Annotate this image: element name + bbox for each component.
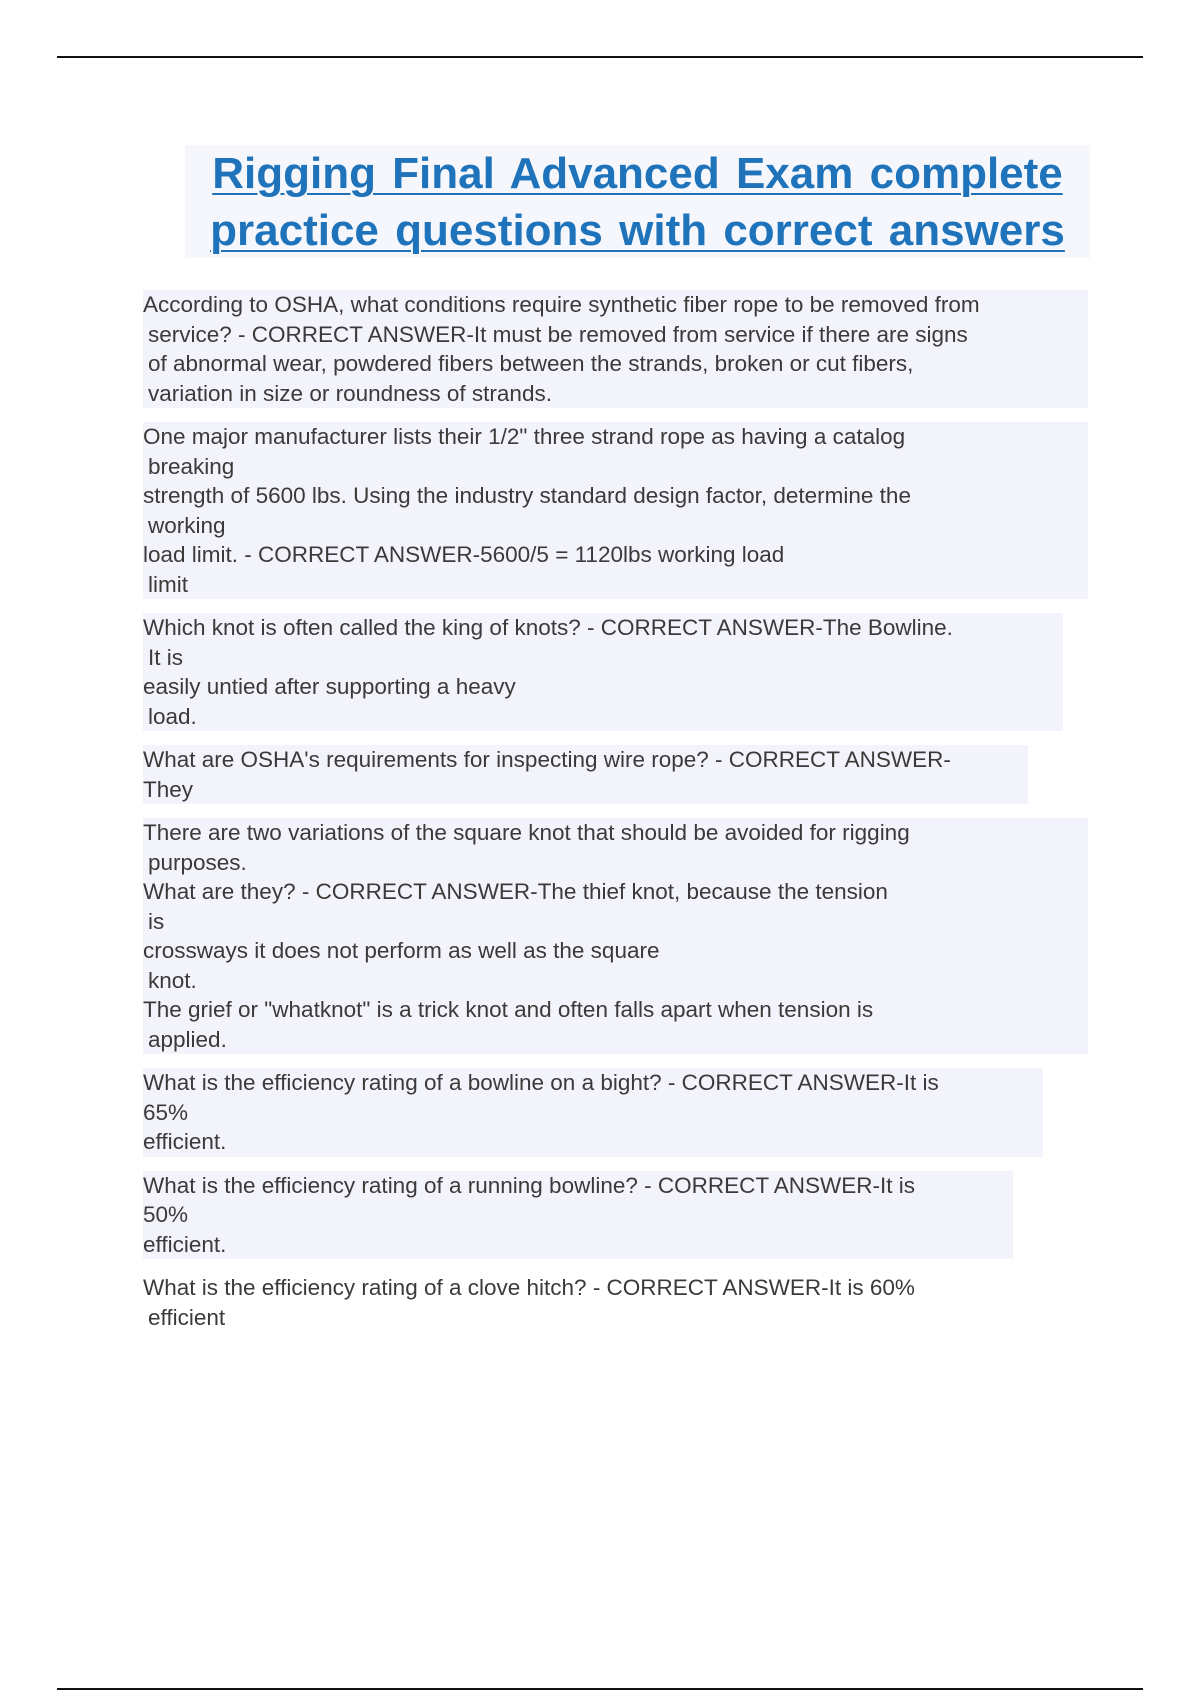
qa-list [143,290,1088,1346]
qa-line: limit [148,571,188,597]
qa-line: According to OSHA, what conditions require synthetic fiber rope to be removed from [143,292,980,317]
qa-line: One major manufacturer lists their 1/2" three strand rope as having a catalog [143,424,906,449]
qa-item [143,613,1063,731]
qa-line: strength of 5600 lbs. Using the industry standard design factor, determine the [143,483,911,508]
qa-line: There are two variations of the square knot that should be avoided for rigging [143,820,910,845]
qa-line: Which knot is often called the king of knots? - CORRECT ANSWER-The Bowline. [143,615,953,640]
qa-item [143,1068,1043,1157]
footer-rule [57,1688,1143,1690]
document-title[interactable]: Rigging Final Advanced Exam complete practice questions with correct answers [210,149,1065,255]
qa-line: 65% [143,1099,189,1125]
qa-line: of abnormal wear, powdered fibers between the strands, broken or cut fibers, [148,351,914,376]
qa-line: efficient. [143,1231,227,1257]
qa-item [143,290,1088,408]
qa-item [143,818,1088,1054]
qa-line: What is the efficiency rating of a clove hitch? - CORRECT ANSWER-It is 60% [143,1275,915,1300]
qa-line: easily untied after supporting a heavy [143,674,516,699]
qa-line: efficient. [143,1129,227,1154]
qa-line: It is [148,644,184,670]
qa-line: They [143,776,194,802]
qa-item [143,422,1088,599]
header-rule [57,56,1143,58]
qa-line: What is the efficiency rating of a running bowline? - CORRECT ANSWER-It is [143,1172,915,1198]
qa-item [143,1273,993,1332]
title-block [185,145,1090,258]
qa-line: load limit. - CORRECT ANSWER-5600/5 = 1120lbs working load [143,542,785,567]
qa-line: working [148,512,226,538]
qa-line: 50% [143,1202,189,1227]
qa-line: applied. [148,1026,227,1052]
qa-line: What is the efficiency rating of a bowline on a bight? - CORRECT ANSWER-It is [143,1070,939,1095]
qa-line: variation in size or roundness of strands. [148,380,552,406]
qa-line: breaking [148,453,235,479]
qa-line: What are they? - CORRECT ANSWER-The thief knot, because the tension [143,879,888,904]
qa-line: is [148,908,165,934]
qa-line: purposes. [148,849,247,875]
qa-line: What are OSHA's requirements for inspecting wire rope? - CORRECT ANSWER- [143,747,951,772]
qa-line: efficient [148,1304,226,1330]
qa-item [143,745,1028,804]
qa-item [143,1171,1013,1260]
qa-line: The grief or "whatknot" is a trick knot and often falls apart when tension is [143,997,874,1022]
qa-line: knot. [148,967,197,993]
qa-line: crossways it does not perform as well as the square [143,938,660,963]
qa-line: service? - CORRECT ANSWER-It must be removed from service if there are signs [148,321,968,347]
qa-line: load. [148,703,197,729]
